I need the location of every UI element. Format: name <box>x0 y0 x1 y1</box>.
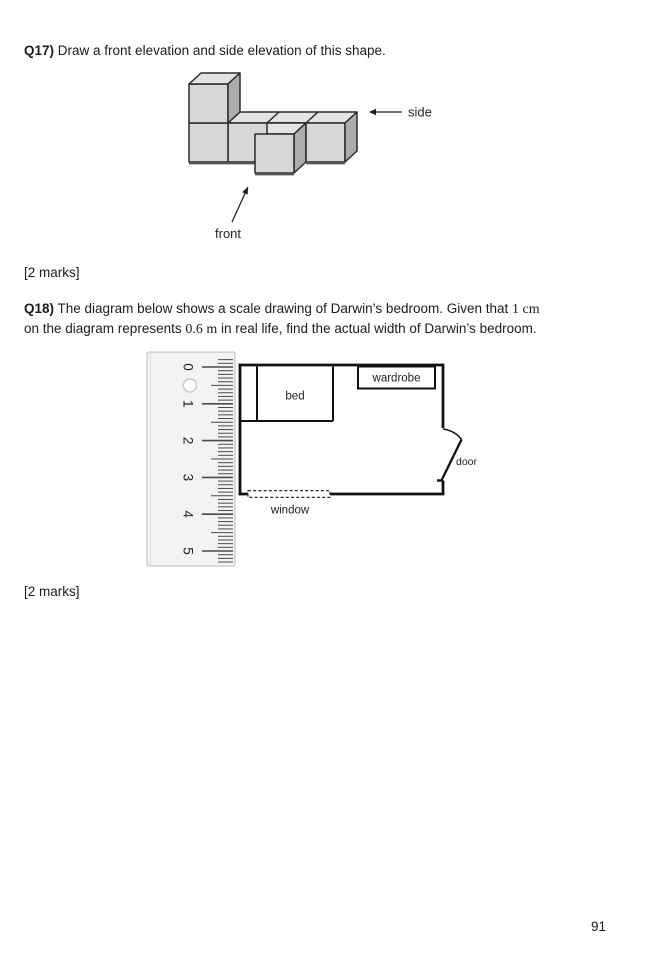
cube-front-face <box>189 123 228 162</box>
front-label: front <box>215 226 242 241</box>
q17-label: Q17) <box>24 43 55 58</box>
ruler-number-0: 0 <box>180 363 196 371</box>
ruler-hole <box>184 379 197 392</box>
bed-label: bed <box>285 390 305 403</box>
q18-question <box>24 300 628 339</box>
cube-top-strip <box>228 112 357 123</box>
bedroom-plan <box>239 364 462 498</box>
q18-measurement: 0.6 m <box>185 321 218 337</box>
q18-label: Q18) <box>24 301 55 316</box>
window-box <box>248 491 330 498</box>
q18-text-part: in real life, find the actual width of Darwin’s bedroom. <box>221 320 537 336</box>
door-label: door <box>456 456 478 468</box>
bedroom-scale-figure <box>0 350 648 580</box>
q18-text-part: on the diagram represents <box>24 320 182 336</box>
cube-elevation-figure <box>0 60 648 260</box>
front-cube-face <box>255 134 294 173</box>
q17-question <box>24 42 624 61</box>
q17-marks: [2 marks] <box>24 265 80 280</box>
side-label: side <box>408 104 432 120</box>
wardrobe-label: wardrobe <box>372 372 421 385</box>
ruler-number-5: 5 <box>180 547 196 555</box>
ruler-number-3: 3 <box>180 473 196 482</box>
door-swing-arc <box>443 429 462 440</box>
q18-marks: [2 marks] <box>24 584 80 599</box>
q18-measurement: 1 cm <box>512 302 540 317</box>
page-number: 91 <box>590 919 606 934</box>
side-arrow <box>369 109 402 115</box>
cube-front-face <box>306 123 345 162</box>
front-arrow <box>232 186 248 222</box>
window-label: window <box>270 504 310 517</box>
cube-front-face <box>189 84 228 123</box>
ruler <box>147 352 235 566</box>
cube-shape <box>189 73 357 174</box>
ruler-number-2: 2 <box>180 436 196 445</box>
ruler-number-1: 1 <box>180 400 196 408</box>
q17-text: Draw a front elevation and side elevation of this shape. <box>57 43 386 58</box>
q18-text-part: The diagram below shows a scale drawing of Darwin’s bedroom. Given that <box>57 301 509 316</box>
ruler-number-4: 4 <box>180 510 196 518</box>
